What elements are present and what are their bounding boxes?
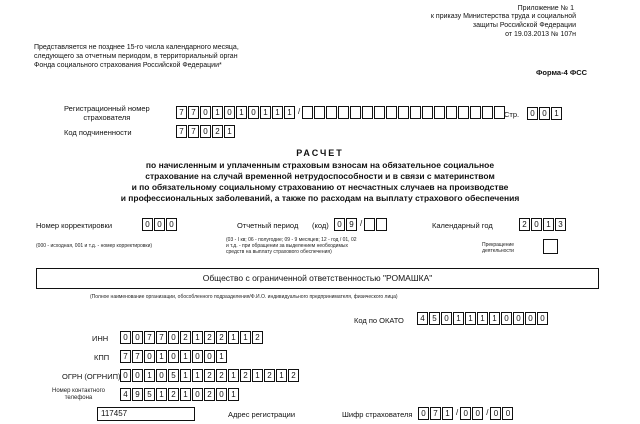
year-label: Календарный год [432,221,493,230]
deadline-line-3: Фонда социального страхования Российской Федерации* [34,62,222,69]
registration-label-line-1: Регистрационный номер [64,104,150,113]
inn-digit-box-11[interactable]: 1 [240,331,251,344]
registration-digit-box-2[interactable]: 7 [188,106,199,119]
deadline-line-1: Представляется не позднее 15-го числа календарного месяца, [34,44,239,51]
correction-number-boxes[interactable] [142,218,178,231]
period-digit-box-2[interactable]: 9 [346,218,357,231]
kpp-boxes[interactable] [120,350,228,363]
phone-label-line-1: Номер контактного [52,388,105,394]
subordination-digit-box-5[interactable]: 1 [224,125,235,138]
ogrn-digit-box-1[interactable]: 0 [120,369,131,382]
cipher-group [418,407,514,420]
phone-digit-box-3[interactable]: 5 [144,388,155,401]
ogrn-digit-box-11[interactable]: 2 [240,369,251,382]
year-digit-box-2[interactable]: 0 [531,218,542,231]
ogrn-digit-box-2[interactable]: 0 [132,369,143,382]
cipher-group-1-digit-box-2[interactable]: 7 [430,407,441,420]
phone-digit-box-1[interactable]: 4 [120,388,131,401]
period-extra-box-2[interactable] [376,218,387,231]
registration-digit-box-21[interactable] [410,106,421,119]
page-number-boxes[interactable] [527,107,563,120]
okato-digit-box-10[interactable]: 0 [525,312,536,325]
okato-digit-box-3[interactable]: 0 [441,312,452,325]
okato-digit-box-8[interactable]: 0 [501,312,512,325]
page-digit-box-3[interactable]: 1 [551,107,562,120]
page-digit-box-2[interactable]: 0 [539,107,550,120]
period-note-line-1: (03 - I кв; 06 - полугодие; 09 - 9 месяцев; 12 - год / 01, 02 [226,237,357,243]
okato-code-boxes[interactable] [417,312,549,325]
subordination-digit-box-1[interactable]: 7 [176,125,187,138]
registration-label-line-2: страхователя [83,113,131,122]
subordination-digit-box-2[interactable]: 7 [188,125,199,138]
kpp-digit-box-8[interactable]: 0 [204,350,215,363]
ogrn-digit-box-7[interactable]: 1 [192,369,203,382]
ogrn-digit-box-3[interactable]: 1 [144,369,155,382]
cipher-group-2-digit-box-2[interactable]: 0 [472,407,483,420]
inn-digit-box-9[interactable]: 2 [216,331,227,344]
deadline-line-2: следующего за отчетным периодом, в территориальный орган [34,53,238,60]
termination-label-line-1: Прекращение [482,242,515,248]
okato-digit-box-1[interactable]: 4 [417,312,428,325]
phone-digit-box-8[interactable]: 2 [204,388,215,401]
registration-digit-box-8[interactable]: 1 [260,106,271,119]
registration-digit-box-4[interactable]: 1 [212,106,223,119]
kpp-digit-box-9[interactable]: 1 [216,350,227,363]
okato-digit-box-6[interactable]: 1 [477,312,488,325]
page-digit-box-1[interactable]: 0 [527,107,538,120]
phone-label-line-2: телефона [64,395,93,401]
kpp-digit-box-3[interactable]: 0 [144,350,155,363]
phone-digit-box-10[interactable]: 1 [228,388,239,401]
inn-digit-box-5[interactable]: 0 [168,331,179,344]
inn-digit-box-10[interactable]: 1 [228,331,239,344]
inn-digit-box-12[interactable]: 2 [252,331,263,344]
organization-name-field[interactable]: Общество с ограниченной ответственностью "РОМАШКА" [36,268,599,289]
registration-digit-box-10[interactable]: 1 [284,106,295,119]
year-digit-box-1[interactable]: 2 [519,218,530,231]
registration-digit-box-15[interactable] [338,106,349,119]
registration-digit-box-23[interactable] [434,106,445,119]
inn-digit-box-6[interactable]: 2 [180,331,191,344]
subtitle-line-4: и профессиональных заболеваний, а также по расходам на выплату страхового обеспечения [120,193,520,203]
kpp-digit-box-5[interactable]: 0 [168,350,179,363]
registration-digit-box-3[interactable]: 0 [200,106,211,119]
registration-label [64,104,150,122]
ogrn-label: ОГРН (ОГРНИП) [62,372,121,381]
cipher-label: Шифр страхователя [342,410,413,419]
ogrn-digit-box-4[interactable]: 0 [156,369,167,382]
appendix-line-4: от 19.03.2013 № 107н [505,31,576,38]
registration-digit-box-20[interactable] [398,106,409,119]
registration-digit-box-14[interactable] [326,106,337,119]
inn-digit-box-4[interactable]: 7 [156,331,167,344]
registration-digit-box-17[interactable] [362,106,373,119]
correction-digit-box-3[interactable]: 0 [166,218,177,231]
kpp-digit-box-2[interactable]: 7 [132,350,143,363]
period-code-boxes[interactable] [334,218,358,231]
inn-digit-box-7[interactable]: 1 [192,331,203,344]
ogrn-digit-box-10[interactable]: 1 [228,369,239,382]
phone-number-boxes[interactable] [120,388,240,401]
registration-digit-box-12[interactable] [302,106,313,119]
period-note [226,237,357,255]
registration-digit-box-24[interactable] [446,106,457,119]
ogrn-digit-box-9[interactable]: 2 [216,369,227,382]
kpp-digit-box-7[interactable]: 0 [192,350,203,363]
form-subtitle [0,160,640,204]
inn-digit-box-2[interactable]: 0 [132,331,143,344]
period-code-label: (код) [312,221,329,230]
okato-digit-box-2[interactable]: 5 [429,312,440,325]
termination-checkbox[interactable] [543,239,558,254]
cipher-group-3-boxes[interactable] [490,407,514,420]
appendix-text [422,12,576,39]
correction-label: Номер корректировки [36,221,113,230]
cipher-group-1-digit-box-3[interactable]: 1 [442,407,453,420]
okato-digit-box-9[interactable]: 0 [513,312,524,325]
cipher-group-2-boxes[interactable] [460,407,484,420]
year-digit-box-4[interactable]: 3 [555,218,566,231]
subtitle-line-1: по начисленным и уплаченным страховым взносам на обязательное социальное [145,160,495,170]
inn-digit-box-8[interactable]: 2 [204,331,215,344]
okato-label: Код по ОКАТО [354,316,404,325]
okato-digit-box-4[interactable]: 1 [453,312,464,325]
subtitle-line-3: и по обязательному социальному страхованию от несчастных случаев на производстве [131,182,509,192]
phone-digit-box-7[interactable]: 0 [192,388,203,401]
termination-label-line-2: деятельности [482,248,514,254]
inn-digit-box-3[interactable]: 7 [144,331,155,344]
cipher-group-3-digit-box-2[interactable]: 0 [502,407,513,420]
organization-caption: (Полное наименование организации, обособленного подразделения/Ф.И.О. индивидуального предпринимателя, физического лица) [90,294,398,300]
registration-digit-box-25[interactable] [458,106,469,119]
cipher-group-1-boxes[interactable] [418,407,454,420]
cipher-group-2-digit-box-1[interactable]: 0 [460,407,471,420]
correction-digit-box-2[interactable]: 0 [154,218,165,231]
period-label: Отчетный период [237,221,299,230]
registration-digit-box-18[interactable] [374,106,385,119]
ogrn-digit-box-6[interactable]: 1 [180,369,191,382]
registration-digit-box-6[interactable]: 1 [236,106,247,119]
subordination-digit-box-3[interactable]: 0 [200,125,211,138]
ogrn-digit-box-13[interactable]: 2 [264,369,275,382]
cipher-slash-2: / [486,408,489,417]
cipher-group-1-digit-box-1[interactable]: 0 [418,407,429,420]
kpp-digit-box-4[interactable]: 1 [156,350,167,363]
registration-number-boxes[interactable] [176,106,506,119]
cipher-group-3-digit-box-1[interactable]: 0 [490,407,501,420]
ogrn-digit-box-8[interactable]: 2 [204,369,215,382]
phone-digit-box-4[interactable]: 1 [156,388,167,401]
correction-note: (000 - исходная, 001 и т.д. - номер корректировки) [36,243,153,249]
period-code-group [334,218,388,231]
inn-boxes[interactable] [120,331,264,344]
subordination-label: Код подчиненности [64,128,132,137]
appendix-line-3: защиты Российской Федерации [472,22,576,29]
correction-digit-box-1[interactable]: 0 [142,218,153,231]
registration-digit-box-13[interactable] [314,106,325,119]
kpp-digit-box-1[interactable]: 7 [120,350,131,363]
ogrn-digit-box-5[interactable]: 5 [168,369,179,382]
registration-digit-box-27[interactable] [482,106,493,119]
okato-digit-box-11[interactable]: 0 [537,312,548,325]
phone-digit-box-2[interactable]: 9 [132,388,143,401]
registration-digit-slash: / [298,107,301,116]
subordination-code-boxes[interactable] [176,125,236,138]
subordination-digit-box-4[interactable]: 2 [212,125,223,138]
registration-digit-box-5[interactable]: 0 [224,106,235,119]
ogrn-digit-box-12[interactable]: 1 [252,369,263,382]
subtitle-line-2: страхование на случай временной нетрудоспособности и в связи с материнством [145,171,495,181]
phone-label [52,388,105,402]
phone-digit-box-6[interactable]: 1 [180,388,191,401]
inn-digit-box-1[interactable]: 0 [120,331,131,344]
ogrn-digit-box-15[interactable]: 2 [288,369,299,382]
phone-digit-box-9[interactable]: 0 [216,388,227,401]
form-title: РАСЧЕТ [296,148,344,158]
ogrn-boxes[interactable] [120,369,300,382]
okato-digit-box-7[interactable]: 1 [489,312,500,325]
period-slash: / [360,219,363,228]
registration-digit-box-1[interactable]: 7 [176,106,187,119]
kpp-digit-box-6[interactable]: 1 [180,350,191,363]
registration-digit-box-19[interactable] [386,106,397,119]
registration-digit-box-7[interactable]: 0 [248,106,259,119]
period-note-line-2: и т.д. - при обращении за выделением необходимых [226,243,348,249]
address-label: Адрес регистрации [228,410,296,419]
registration-digit-box-22[interactable] [422,106,433,119]
deadline-note [34,43,239,70]
postcode-field[interactable]: 117457 [97,407,195,421]
inn-label: ИНН [92,334,109,343]
registration-digit-box-9[interactable]: 1 [272,106,283,119]
registration-digit-box-16[interactable] [350,106,361,119]
period-digit-box-1[interactable]: 0 [334,218,345,231]
appendix-line-1: Приложение № 1 [517,5,574,12]
registration-digit-box-26[interactable] [470,106,481,119]
period-note-line-3: средств на выплату страхового обеспечения) [226,249,332,255]
kpp-label: КПП [94,353,110,362]
form-name: Форма-4 ФСС [536,68,588,77]
appendix-line-2: к приказу Министерства труда и социальной [430,13,576,20]
calendar-year-boxes[interactable] [519,218,567,231]
okato-digit-box-5[interactable]: 1 [465,312,476,325]
cipher-slash-1: / [456,408,459,417]
ogrn-digit-box-14[interactable]: 1 [276,369,287,382]
period-extra-box-1[interactable] [364,218,375,231]
year-digit-box-3[interactable]: 1 [543,218,554,231]
phone-digit-box-5[interactable]: 2 [168,388,179,401]
page-label: Стр. [504,110,520,119]
termination-label [482,242,514,254]
